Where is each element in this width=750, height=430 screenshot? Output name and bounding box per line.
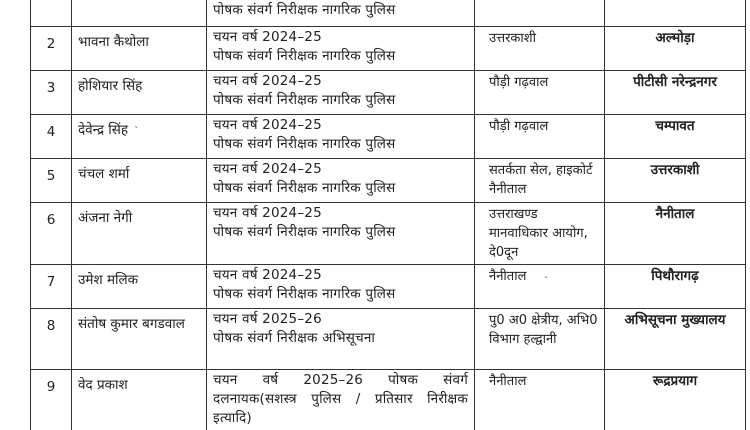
selection-details xyxy=(207,265,475,309)
new-posting: पीटीसी नरेन्द्रनगर xyxy=(605,71,746,115)
new-posting: पिथौरागढ़ xyxy=(605,265,746,309)
batch-line: चयन वर्ष 2024–25 xyxy=(213,29,322,45)
batch-line: चयन वर्ष 2024–25 xyxy=(213,267,322,283)
table-row xyxy=(31,309,746,370)
batch-line: चयन वर्ष 2024–25 xyxy=(213,161,322,177)
new-posting: अभिसूचना मुख्यालय xyxy=(605,309,746,370)
post-line: पोषक संवर्ग निरीक्षक नागरिक पुलिस xyxy=(213,286,396,302)
serial-number xyxy=(31,0,72,27)
officer-name xyxy=(72,115,207,159)
officer-name: चंचल शर्मा xyxy=(72,159,207,203)
serial-number: 6 xyxy=(31,203,72,265)
transfer-table xyxy=(30,0,746,430)
table-row xyxy=(31,71,746,115)
post-line: पोषक संवर्ग निरीक्षक नागरिक पुलिस xyxy=(213,48,396,64)
post-line: दलनायक(सशस्त्र पुलिस / प्रतिसार निरीक्षक इत्यादि) xyxy=(213,391,468,426)
serial-number: 2 xyxy=(31,27,72,71)
current-posting xyxy=(475,0,605,27)
officer-name: वेद प्रकाश xyxy=(72,370,207,430)
new-posting: उत्तरकाशी xyxy=(605,159,746,203)
selection-details xyxy=(207,203,475,265)
post-line: पोषक संवर्ग निरीक्षक नागरिक पुलिस xyxy=(213,224,396,240)
current-posting: पौड़ी गढ़वाल xyxy=(475,71,605,115)
post-line: पोषक संवर्ग निरीक्षक नागरिक पुलिस xyxy=(213,92,396,108)
selection-details xyxy=(207,27,475,71)
current-posting: उत्तराखण्ड मानवाधिकार आयोग, दे0दून xyxy=(475,203,605,265)
table-row xyxy=(31,159,746,203)
new-posting: अल्मोड़ा xyxy=(605,27,746,71)
table-row xyxy=(31,265,746,309)
new-posting: नैनीताल xyxy=(605,203,746,265)
officer-name: संतोष कुमार बगडवाल xyxy=(72,309,207,370)
table-row xyxy=(31,0,746,27)
new-posting xyxy=(605,0,746,27)
officer-name: उमेश मलिक xyxy=(72,265,207,309)
pen-mark: - xyxy=(544,272,548,283)
selection-details xyxy=(207,71,475,115)
table-row xyxy=(31,115,746,159)
current-posting: नैनीताल xyxy=(475,370,605,430)
post-line: पोषक संवर्ग निरीक्षक अभिसूचना xyxy=(213,330,376,346)
officer-name-text: देवेन्द्र सिंह xyxy=(78,122,129,138)
current-posting: सतर्कता सेल, हाइकोर्ट नैनीताल xyxy=(475,159,605,203)
table-row xyxy=(31,203,746,265)
selection-details xyxy=(207,0,475,27)
current-posting: पु0 अ0 क्षेत्रीय, अभि0 विभाग हल्द्वानी xyxy=(475,309,605,370)
new-posting: रूद्रप्रयाग xyxy=(605,370,746,430)
selection-details xyxy=(207,159,475,203)
selection-details xyxy=(207,309,475,370)
batch-line: चयन वर्ष 2024–25 xyxy=(213,73,322,89)
officer-name xyxy=(72,0,207,27)
officer-name: होशियार सिंह xyxy=(72,71,207,115)
post-line: पोषक संवर्ग निरीक्षक नागरिक पुलिस xyxy=(213,2,396,18)
serial-number: 5 xyxy=(31,159,72,203)
current-posting: उत्तरकाशी xyxy=(475,27,605,71)
serial-number: 3 xyxy=(31,71,72,115)
serial-number: 7 xyxy=(31,265,72,309)
table-row xyxy=(31,27,746,71)
officer-name: अंजना नेगी xyxy=(72,203,207,265)
pen-mark: ` xyxy=(134,126,140,137)
serial-number: 4 xyxy=(31,115,72,159)
current-posting: पौड़ी गढ़वाल xyxy=(475,115,605,159)
batch-line: चयन वर्ष 2024–25 xyxy=(213,117,322,133)
table-row xyxy=(31,370,746,430)
serial-number: 9 xyxy=(31,370,72,430)
current-posting xyxy=(475,265,605,309)
selection-details xyxy=(207,115,475,159)
officer-name: भावना कैथोला xyxy=(72,27,207,71)
serial-number: 8 xyxy=(31,309,72,370)
selection-details xyxy=(207,370,475,430)
new-posting: चम्पावत xyxy=(605,115,746,159)
current-posting-text: नैनीताल xyxy=(489,269,527,284)
post-line: पोषक संवर्ग निरीक्षक नागरिक पुलिस xyxy=(213,136,396,152)
batch-line: चयन वर्ष 2025–26 xyxy=(213,311,322,327)
batch-line: चयन वर्ष 2024–25 xyxy=(213,205,322,221)
batch-line: चयन वर्ष 2025–26 पोषक संवर्ग xyxy=(213,372,468,388)
post-line: पोषक संवर्ग निरीक्षक नागरिक पुलिस xyxy=(213,180,396,196)
